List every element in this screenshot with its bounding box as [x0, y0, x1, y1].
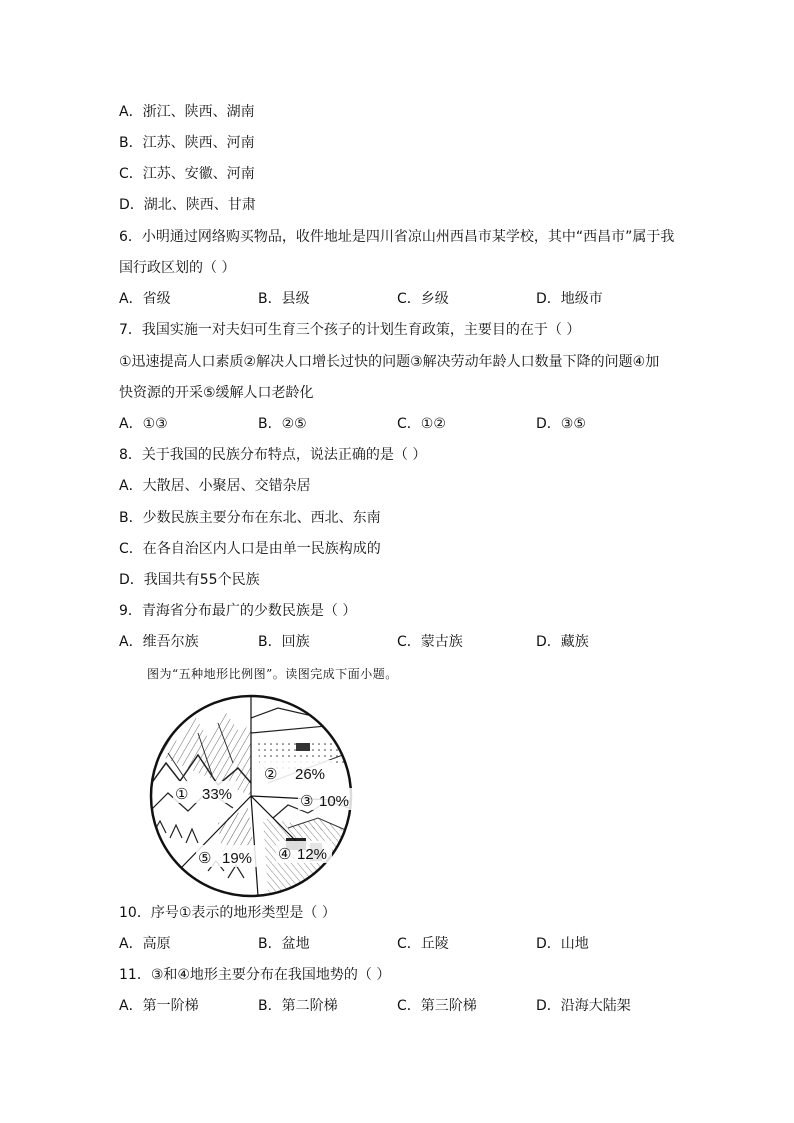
- q7-option-b: B．②⑤: [258, 416, 307, 432]
- q6-option-c: C．乡级: [397, 291, 449, 307]
- q5-option-c: C．江苏、安徽、河南: [119, 166, 255, 182]
- pie-label-3-id: ③: [300, 793, 314, 810]
- q11-stem: 11．③和④地形主要分布在我国地势的（ ）: [119, 967, 391, 983]
- pie-label-2-id: ②: [264, 766, 278, 783]
- q8-stem: 8．关于我国的民族分布特点，说法正确的是（ ）: [119, 447, 427, 463]
- q11-option-d: D．沿海大陆架: [536, 998, 631, 1014]
- q6-option-d: D．地级市: [536, 291, 603, 307]
- q8-option-b: B．少数民族主要分布在东北、西北、东南: [119, 510, 381, 526]
- q10-option-d: D．山地: [536, 936, 589, 952]
- q7-option-a: A．①③: [119, 416, 168, 432]
- pie-label-5-percent: 19%: [222, 850, 253, 867]
- q5-option-b: B．江苏、陕西、河南: [119, 135, 255, 151]
- q7-items-line1: ①迅速提高人口素质②解决人口增长过快的问题③解决劳动年龄人口数量下降的问题④加: [119, 354, 660, 370]
- q11-option-c: C．第三阶梯: [397, 998, 477, 1014]
- q6-stem-line2: 国行政区划的（ ）: [119, 260, 236, 276]
- q8-option-c: C．在各自治区内人口是由单一民族构成的: [119, 541, 381, 557]
- q10-stem: 10．序号①表示的地形类型是（ ）: [119, 905, 336, 921]
- q8-option-a: A．大散居、小聚居、交错杂居: [119, 478, 311, 494]
- q7-stem: 7．我国实施一对夫妇可生育三个孩子的计划生育政策，主要目的在于（ ）: [119, 322, 581, 338]
- q5-option-d: D．湖北、陕西、甘肃: [119, 197, 256, 213]
- q9-stem: 9．青海省分布最广的少数民族是（ ）: [119, 603, 357, 619]
- pie-label-5-id: ⑤: [198, 850, 212, 867]
- figure-caption: 图为“五种地形比例图”。读图完成下面小题。: [147, 667, 398, 681]
- q9-option-b: B．回族: [258, 634, 310, 650]
- pie-label-2-percent: 26%: [295, 766, 326, 783]
- terrain-pie-figure: [148, 693, 358, 903]
- q6-stem-line1: 6．小明通过网络购买物品，收件地址是四川省凉山州西昌市某学校，其中“西昌市”属于我: [119, 229, 675, 245]
- pie-label-1-percent: 33%: [202, 786, 233, 803]
- q5-option-a: A．浙江、陕西、湖南: [119, 104, 255, 120]
- q8-option-d: D．我国共有55个民族: [119, 572, 260, 588]
- pie-label-1-id: ①: [175, 786, 189, 803]
- q11-option-b: B．第二阶梯: [258, 998, 338, 1014]
- q10-option-a: A．高原: [119, 936, 171, 952]
- q7-option-c: C．①②: [397, 416, 446, 432]
- pie-label-4-percent: 12%: [297, 846, 328, 863]
- pie-label-3-percent: 10%: [319, 793, 350, 810]
- q10-option-c: C．丘陵: [397, 936, 449, 952]
- q6-option-b: B．县级: [258, 291, 310, 307]
- q7-items-line2: 快资源的开采⑤缓解人口老龄化: [119, 385, 314, 401]
- q9-option-a: A．维吾尔族: [119, 634, 199, 650]
- pie-label-4-id: ④: [278, 846, 292, 863]
- q7-option-d: D．③⑤: [536, 416, 586, 432]
- q10-option-b: B．盆地: [258, 936, 310, 952]
- q9-option-c: C．蒙古族: [397, 634, 463, 650]
- q11-option-a: A．第一阶梯: [119, 998, 199, 1014]
- q6-option-a: A．省级: [119, 291, 171, 307]
- q9-option-d: D．藏族: [536, 634, 589, 650]
